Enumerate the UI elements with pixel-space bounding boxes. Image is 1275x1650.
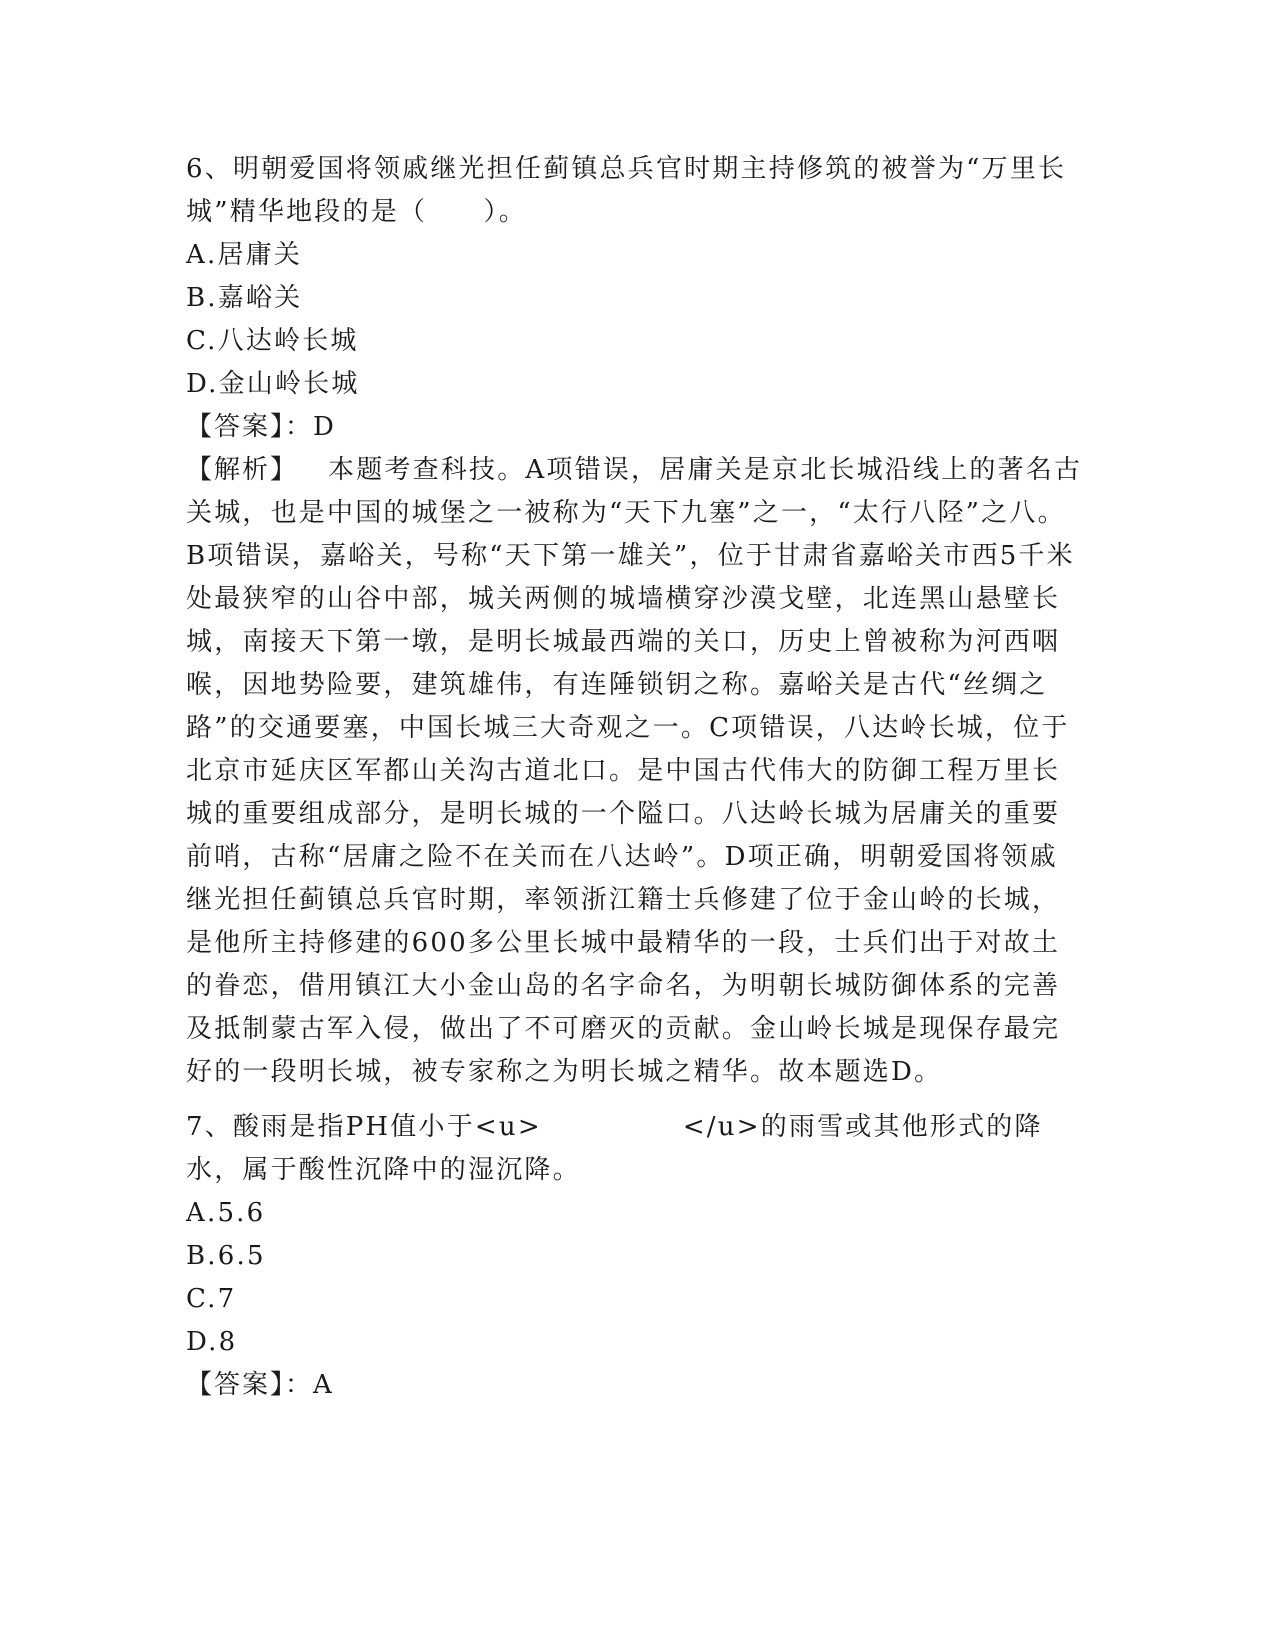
answer-label: 【答案】：	[186, 412, 314, 442]
answer-value: A	[313, 1370, 334, 1400]
answer-line	[186, 406, 1086, 449]
option-c: C.7	[186, 1284, 237, 1314]
analysis-label: 【解析】	[186, 455, 299, 485]
option-a: A.居庸关	[186, 240, 303, 270]
analysis-paragraph	[186, 449, 1086, 1094]
question-6	[186, 148, 1086, 1094]
option-b: B.6.5	[186, 1241, 266, 1271]
answer-line	[186, 1364, 1086, 1407]
document-page	[186, 148, 1086, 1407]
answer-value: D	[313, 412, 337, 442]
question-7	[186, 1106, 1086, 1407]
option-a: A.5.6	[186, 1198, 266, 1228]
option-c: C.八达岭长城	[186, 326, 359, 356]
analysis-text: 本题考查科技。A项错误，居庸关是京北长城沿线上的著名古关城，也是中国的城堡之一被称为“天下九塞”之一，“太行八陉”之八。B项错误，嘉峪关，号称“天下第一雄关”，位于甘肃省嘉峪关市西5千米处最狭窄的山谷中部，城关两侧的城墙横穿沙漠戈壁，北连黑山悬壁长城，南接天下第一墩，是明长城最西端的关口，历史上曾被称为河西咽喉，因地势险要，建筑雄伟，有连陲锁钥之称。嘉峪关是古代“丝绸之路”的交通要塞，中国长城三大奇观之一。C项错误，八达岭长城，位于北京市延庆区军都山关沟古道北口。是中国古代伟大的防御工程万里长城的重要组成部分，是明长城的一个隘口。八达岭长城为居庸关的重要前哨，古称“居庸之险不在关而在八达岭”。D项正确，明朝爱国将领戚继光担任蓟镇总兵官时期，率领浙江籍士兵修建了位于金山岭的长城，是他所主持修建的600多公里长城中最精华的一段，士兵们出于对故土的眷恋，借用镇江大小金山岛的名字命名，为明朝长城防御体系的完善及抵制蒙古军入侵，做出了不可磨灭的贡献。金山岭长城是现保存最完好的一段明长城，被专家称之为明长城之精华。故本题选D。	[186, 455, 1083, 1087]
question-stem: 6、明朝爱国将领戚继光担任蓟镇总兵官时期主持修筑的被誉为“万里长城”精华地段的是（ ）。	[186, 154, 1067, 227]
option-d: D.金山岭长城	[186, 369, 360, 399]
option-d: D.8	[186, 1327, 238, 1357]
option-b: B.嘉峪关	[186, 283, 303, 313]
question-stem: 7、酸雨是指PH值小于<u> </u>的雨雪或其他形式的降水，属于酸性沉降中的湿沉降。	[186, 1112, 1043, 1185]
answer-label: 【答案】：	[186, 1370, 314, 1400]
